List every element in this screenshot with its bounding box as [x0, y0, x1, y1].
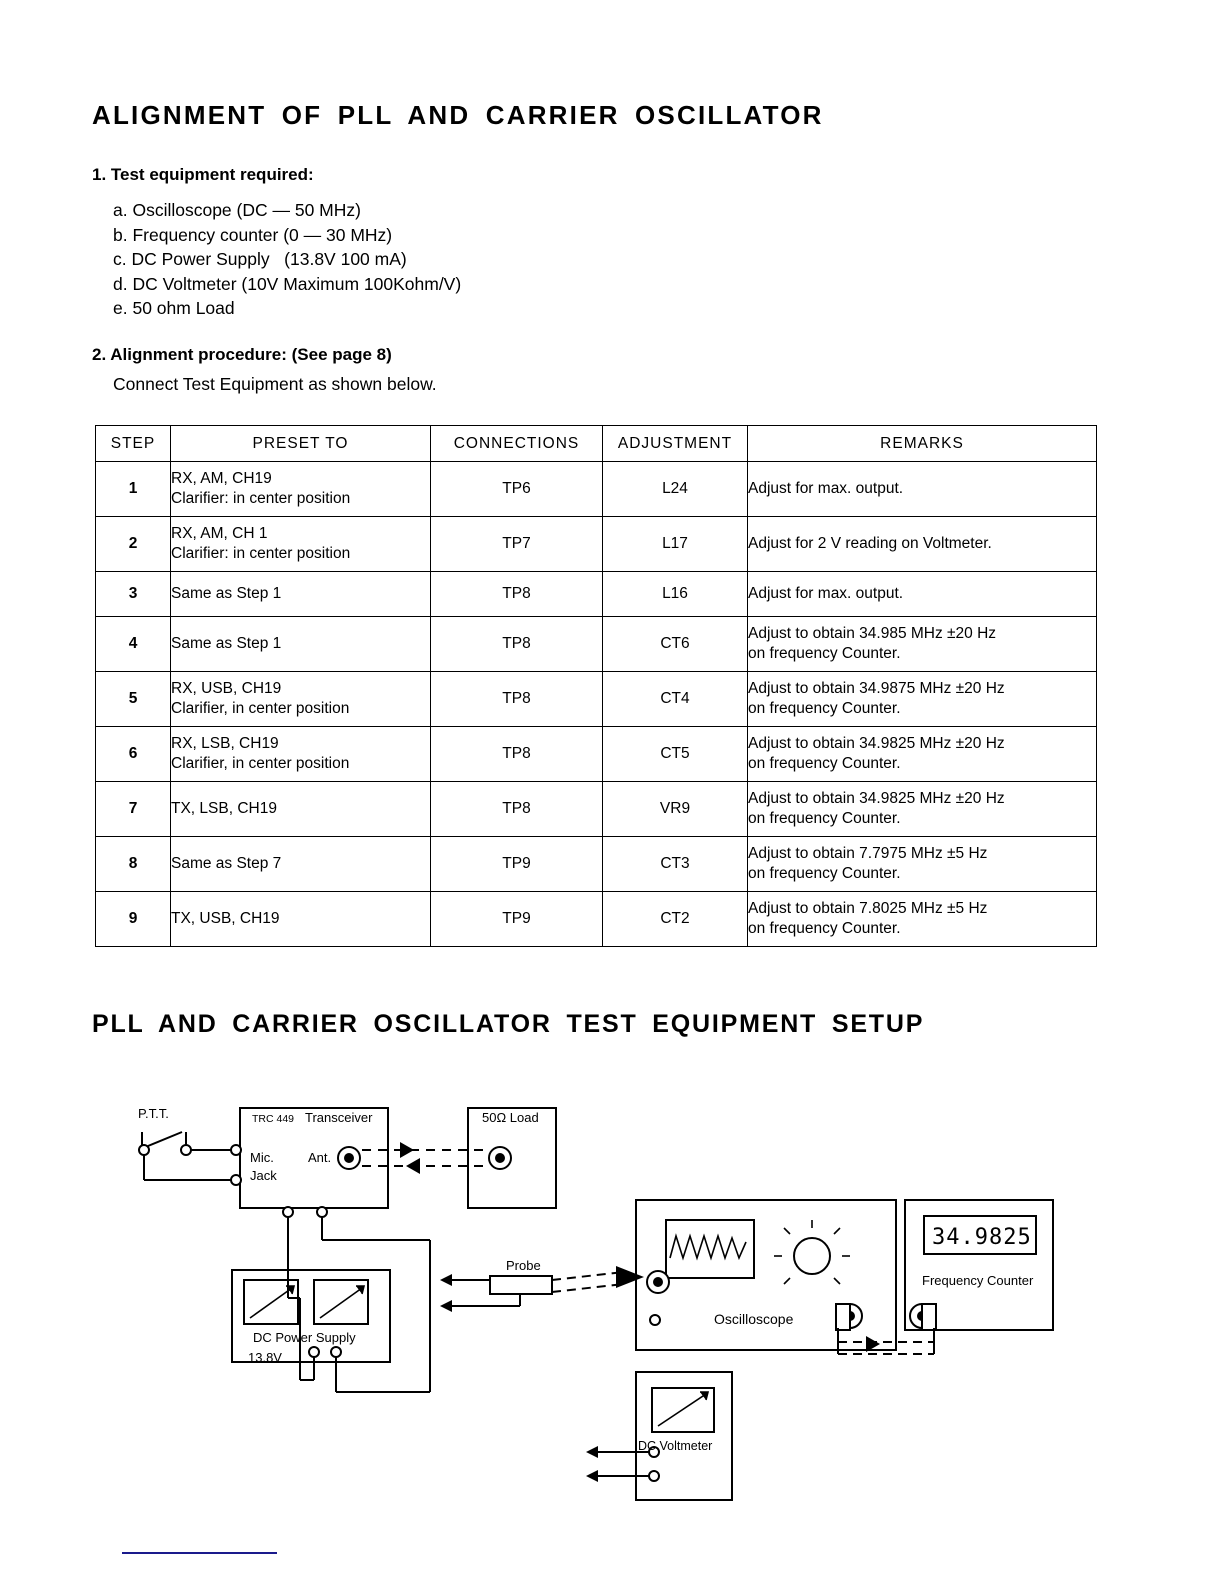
- ptt-terminal-2: [181, 1145, 191, 1155]
- cell-step: 9: [96, 892, 171, 947]
- cell-connections: TP7: [431, 517, 603, 572]
- cell-remarks: [748, 782, 1097, 837]
- cell-remarks-line1: Adjust to obtain 7.7975 MHz ±5 Hz: [748, 845, 988, 862]
- cell-remarks: [748, 892, 1097, 947]
- cell-remarks: [748, 572, 1097, 617]
- cell-preset: [171, 462, 431, 517]
- equipment-item-b: b. Frequency counter (0 — 30 MHz): [113, 224, 393, 245]
- cell-connections: TP8: [431, 572, 603, 617]
- label-jack: Jack: [250, 1168, 277, 1183]
- test-equipment-setup-diagram: [0, 1080, 1224, 1510]
- column-header-adjustment: ADJUSTMENT: [603, 426, 748, 462]
- alignment-procedure-table: [95, 425, 1097, 947]
- oscilloscope-ground-jack: [650, 1315, 660, 1325]
- table-row: [96, 617, 1097, 672]
- power-supply-terminal-1: [309, 1347, 319, 1357]
- equipment-item-a: a. Oscilloscope (DC — 50 MHz): [113, 200, 361, 220]
- cell-adjustment: CT5: [603, 727, 748, 782]
- page-title: ALIGNMENT OF PLL AND CARRIER OSCILLATOR: [92, 100, 824, 130]
- cell-remarks-line1: Adjust to obtain 34.9825 MHz ±20 Hz: [748, 790, 1005, 807]
- ptt-terminal-1: [139, 1145, 149, 1155]
- cell-preset: [171, 672, 431, 727]
- column-header-connections: CONNECTIONS: [431, 426, 603, 462]
- cell-preset: [171, 517, 431, 572]
- dc-voltmeter-box: [636, 1372, 732, 1500]
- counter-reading: 34.9825: [932, 1225, 1032, 1250]
- cell-adjustment: CT6: [603, 617, 748, 672]
- cell-remarks-line2: on frequency Counter.: [748, 645, 901, 662]
- section-1-heading: 1. Test equipment required:: [92, 165, 314, 184]
- section-2-subtext: Connect Test Equipment as shown below.: [113, 374, 437, 394]
- setup-title: PLL AND CARRIER OSCILLATOR TEST EQUIPMENT SETUP: [92, 1010, 925, 1038]
- power-supply-terminal-2: [331, 1347, 341, 1357]
- cell-preset-line1: Same as Step 1: [171, 635, 282, 652]
- cell-remarks-line1: Adjust for 2 V reading on Voltmeter.: [748, 535, 992, 552]
- column-header-step: STEP: [96, 426, 171, 462]
- cell-step: 6: [96, 727, 171, 782]
- cell-preset-line2: Clarifier: in center position: [171, 545, 351, 562]
- cell-remarks: [748, 617, 1097, 672]
- cell-preset-line1: RX, AM, CH 1: [171, 525, 268, 542]
- cell-connections: TP8: [431, 727, 603, 782]
- mic-jack-terminal-1: [231, 1145, 241, 1155]
- cell-remarks-line1: Adjust to obtain 34.9825 MHz ±20 Hz: [748, 735, 1005, 752]
- label-power-voltage: 13.8V: [248, 1350, 282, 1365]
- transceiver-power-terminal-1: [283, 1207, 293, 1217]
- oscilloscope-screen: [666, 1220, 754, 1278]
- cell-remarks-line1: Adjust for max. output.: [748, 585, 904, 602]
- table-row: [96, 672, 1097, 727]
- equipment-item-e: e. 50 ohm Load: [113, 298, 235, 318]
- cell-connections: TP9: [431, 892, 603, 947]
- cell-preset: [171, 727, 431, 782]
- column-header-remarks: REMARKS: [748, 426, 1097, 462]
- cell-remarks: [748, 462, 1097, 517]
- page-footer-rule: [122, 1552, 277, 1554]
- cell-remarks-line1: Adjust to obtain 7.8025 MHz ±5 Hz: [748, 900, 988, 917]
- cell-remarks: [748, 672, 1097, 727]
- table-row: [96, 462, 1097, 517]
- cell-preset-line1: RX, AM, CH19: [171, 470, 272, 487]
- cell-preset: [171, 572, 431, 617]
- cell-step: 4: [96, 617, 171, 672]
- cell-preset: [171, 782, 431, 837]
- label-transceiver: Transceiver: [305, 1110, 373, 1125]
- cell-step: 2: [96, 517, 171, 572]
- table-row: [96, 837, 1097, 892]
- probe-tip: [616, 1266, 644, 1288]
- cell-connections: TP8: [431, 617, 603, 672]
- cell-adjustment: CT2: [603, 892, 748, 947]
- cell-connections: TP8: [431, 782, 603, 837]
- cell-remarks: [748, 517, 1097, 572]
- cell-remarks-line2: on frequency Counter.: [748, 920, 901, 937]
- label-ant: Ant.: [308, 1150, 332, 1165]
- equipment-item-c: c. DC Power Supply (13.8V 100 mA): [113, 249, 407, 269]
- cell-adjustment: L17: [603, 517, 748, 572]
- cell-preset-line2: Clarifier, in center position: [171, 700, 350, 717]
- cell-preset-line1: TX, LSB, CH19: [171, 800, 277, 817]
- cell-remarks-line1: Adjust to obtain 34.985 MHz ±20 Hz: [748, 625, 997, 642]
- voltmeter-terminal-2: [649, 1471, 659, 1481]
- cell-remarks-line2: on frequency Counter.: [748, 810, 901, 827]
- cell-connections: TP8: [431, 672, 603, 727]
- cell-step: 8: [96, 837, 171, 892]
- cell-preset-line1: RX, LSB, CH19: [171, 735, 279, 752]
- label-frequency-counter: Frequency Counter: [922, 1273, 1034, 1288]
- mic-jack-terminal-2: [231, 1175, 241, 1185]
- cell-preset-line1: TX, USB, CH19: [171, 910, 280, 927]
- label-model: TRC 449: [252, 1113, 295, 1125]
- cell-remarks-line2: on frequency Counter.: [748, 865, 901, 882]
- waveform-trace: [670, 1236, 746, 1258]
- cell-adjustment: CT3: [603, 837, 748, 892]
- cell-connections: TP6: [431, 462, 603, 517]
- cell-adjustment: L24: [603, 462, 748, 517]
- section-2-heading: 2. Alignment procedure: (See page 8): [92, 345, 392, 364]
- table-header-row: [96, 426, 1097, 462]
- oscilloscope-box: [636, 1200, 896, 1350]
- cell-adjustment: CT4: [603, 672, 748, 727]
- equipment-list: [113, 198, 461, 321]
- cell-preset-line2: Clarifier, in center position: [171, 755, 350, 772]
- cell-preset-line2: Clarifier: in center position: [171, 490, 351, 507]
- table-row: [96, 727, 1097, 782]
- cell-preset: [171, 892, 431, 947]
- equipment-item-d: d. DC Voltmeter (10V Maximum 100Kohm/V): [113, 273, 462, 294]
- cell-step: 7: [96, 782, 171, 837]
- probe-body: [490, 1276, 552, 1294]
- cell-adjustment: L16: [603, 572, 748, 617]
- table-row: [96, 892, 1097, 947]
- cell-preset-line1: RX, USB, CH19: [171, 680, 282, 697]
- table-row: [96, 782, 1097, 837]
- oscilloscope-knob: [794, 1238, 830, 1274]
- cell-remarks-line2: on frequency Counter.: [748, 755, 901, 772]
- cell-preset-line1: Same as Step 1: [171, 585, 282, 602]
- table-row: [96, 517, 1097, 572]
- cell-remarks: [748, 727, 1097, 782]
- cell-remarks-line1: Adjust for max. output.: [748, 480, 904, 497]
- cell-step: 5: [96, 672, 171, 727]
- cell-remarks-line2: on frequency Counter.: [748, 700, 901, 717]
- table-row: [96, 572, 1097, 617]
- label-ptt: P.T.T.: [138, 1106, 169, 1121]
- label-oscilloscope: Oscilloscope: [714, 1311, 794, 1327]
- transceiver-power-terminal-2: [317, 1207, 327, 1217]
- label-dc-voltmeter: DC Voltmeter: [638, 1439, 713, 1453]
- cell-remarks-line1: Adjust to obtain 34.9875 MHz ±20 Hz: [748, 680, 1005, 697]
- cell-preset-line1: Same as Step 7: [171, 855, 282, 872]
- label-probe: Probe: [506, 1258, 541, 1273]
- cell-remarks: [748, 837, 1097, 892]
- cell-adjustment: VR9: [603, 782, 748, 837]
- cell-preset: [171, 837, 431, 892]
- label-load: 50Ω Load: [482, 1110, 539, 1125]
- cell-connections: TP9: [431, 837, 603, 892]
- label-mic: Mic.: [250, 1150, 274, 1165]
- column-header-preset: PRESET TO: [171, 426, 431, 462]
- label-dc-power-supply: DC Power Supply: [253, 1330, 356, 1345]
- cell-preset: [171, 617, 431, 672]
- cell-step: 3: [96, 572, 171, 617]
- cell-step: 1: [96, 462, 171, 517]
